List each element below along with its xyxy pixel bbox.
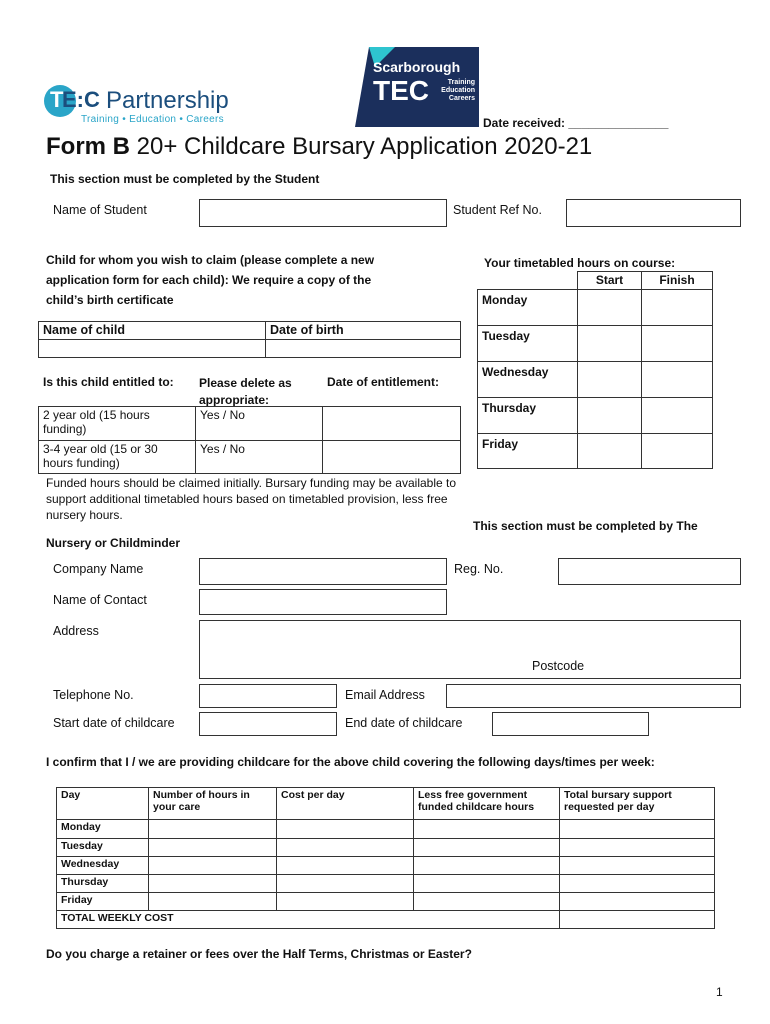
cost-table-row	[57, 820, 715, 839]
entitlement-choice-cell[interactable]: Yes / No	[196, 407, 323, 441]
child-table	[38, 321, 461, 358]
entitlement-row	[39, 407, 461, 441]
child-dob-header: Date of birth	[266, 322, 461, 340]
scarborough-tec-logo	[355, 47, 479, 127]
retainer-question: Do you charge a retainer or fees over the Half Terms, Christmas or Easter?	[46, 947, 472, 961]
timetable-start-cell[interactable]	[578, 326, 642, 362]
cost-less-free-cell[interactable]	[414, 820, 560, 839]
cost-table-row	[57, 839, 715, 857]
child-claim-text	[46, 250, 374, 310]
cost-hours-cell[interactable]	[149, 839, 277, 857]
date-received: Date received: _______________	[483, 116, 669, 130]
address-field[interactable]	[199, 620, 741, 679]
cost-less-free-cell[interactable]	[414, 839, 560, 857]
email-field[interactable]	[446, 684, 741, 708]
cost-less-free-cell[interactable]	[414, 893, 560, 911]
timetable-start-cell[interactable]	[578, 398, 642, 434]
timetable-heading: Your timetabled hours on course:	[484, 256, 676, 270]
delete-label: Please delete as appropriate:	[199, 376, 292, 407]
cost-header-day: Day	[57, 788, 149, 820]
name-of-student-label: Name of Student	[53, 203, 147, 217]
scarborough-word-training: Training	[447, 79, 475, 86]
cost-less-free-cell[interactable]	[414, 875, 560, 893]
cost-header-hours: Number of hours in your care	[149, 788, 277, 820]
end-date-label: End date of childcare	[345, 716, 463, 730]
cost-day: Friday	[57, 893, 149, 911]
page-number: 1	[716, 985, 723, 999]
email-label: Email Address	[345, 688, 425, 702]
student-section-heading: This section must be completed by the Student	[50, 172, 320, 186]
cost-table-row	[57, 875, 715, 893]
total-weekly-cost-cell[interactable]	[560, 911, 715, 929]
entitlement-row	[39, 441, 461, 474]
student-ref-label: Student Ref No.	[453, 203, 542, 217]
timetable-day: Friday	[478, 434, 578, 469]
cost-hours-cell[interactable]	[149, 875, 277, 893]
child-name-cell[interactable]	[39, 340, 266, 358]
scarborough-logo-words	[439, 79, 475, 103]
entitlement-choice-cell[interactable]: Yes / No	[196, 441, 323, 474]
cost-total-cell[interactable]	[560, 839, 715, 857]
company-name-field[interactable]	[199, 558, 447, 585]
cost-per-day-cell[interactable]	[277, 857, 414, 875]
child-text-line-3: child’s birth certificate	[46, 293, 174, 307]
cost-per-day-cell[interactable]	[277, 820, 414, 839]
timetable-row	[478, 362, 713, 398]
scarborough-logo-tec: TEC	[373, 75, 429, 106]
cost-per-day-cell[interactable]	[277, 893, 414, 911]
timetable-row	[478, 434, 713, 469]
cost-hours-cell[interactable]	[149, 857, 277, 875]
cost-per-day-cell[interactable]	[277, 875, 414, 893]
child-text-line-1: Child for whom you wish to claim (please complete a new	[46, 253, 375, 267]
cost-header-cost: Cost per day	[277, 788, 414, 820]
timetable-corner	[478, 272, 578, 290]
tec-logo-letter: T	[50, 87, 64, 112]
date-of-entitlement-label: Date of entitlement:	[327, 375, 440, 389]
timetable-finish-cell[interactable]	[642, 290, 713, 326]
timetable-table	[477, 271, 713, 469]
entitlement-table	[38, 406, 461, 474]
provider-heading-line1: This section must be completed by The	[473, 519, 698, 533]
cost-day: Wednesday	[57, 857, 149, 875]
timetable-day: Tuesday	[478, 326, 578, 362]
timetable-day: Monday	[478, 290, 578, 326]
entitled-label: Is this child entitled to:	[43, 375, 174, 389]
tec-logo-name: Partnership	[106, 87, 229, 114]
address-label: Address	[53, 624, 99, 638]
cost-total-row	[57, 911, 715, 929]
child-text-line-2: application form for each child): We require a copy of the	[46, 273, 372, 287]
timetable-start-cell[interactable]	[578, 362, 642, 398]
cost-table-header-row	[57, 788, 715, 820]
timetable-day: Thursday	[478, 398, 578, 434]
cost-total-cell[interactable]	[560, 893, 715, 911]
company-name-label: Company Name	[53, 562, 144, 576]
cost-less-free-cell[interactable]	[414, 857, 560, 875]
cost-hours-cell[interactable]	[149, 820, 277, 839]
timetable-finish-header: Finish	[642, 272, 713, 290]
timetable-day: Wednesday	[478, 362, 578, 398]
cost-day: Tuesday	[57, 839, 149, 857]
timetable-start-cell[interactable]	[578, 434, 642, 469]
timetable-finish-cell[interactable]	[642, 326, 713, 362]
tec-logo-tagline: Training • Education • Careers	[81, 114, 224, 125]
timetable-row	[478, 398, 713, 434]
entitlement-date-cell[interactable]	[323, 441, 461, 474]
title-bold: Form B	[46, 133, 130, 160]
name-of-student-field[interactable]	[199, 199, 447, 227]
timetable-row	[478, 326, 713, 362]
reg-no-field[interactable]	[558, 558, 741, 585]
timetable-finish-cell[interactable]	[642, 398, 713, 434]
cost-per-day-cell[interactable]	[277, 839, 414, 857]
telephone-label: Telephone No.	[53, 688, 134, 702]
contact-name-field[interactable]	[199, 589, 447, 615]
telephone-field[interactable]	[199, 684, 337, 708]
scarborough-logo-top: Scarborough	[373, 59, 461, 75]
confirm-text: I confirm that I / we are providing childcare for the above child covering the following days/times per week:	[46, 755, 655, 769]
child-dob-cell[interactable]	[266, 340, 461, 358]
cost-hours-cell[interactable]	[149, 893, 277, 911]
start-date-label: Start date of childcare	[53, 716, 175, 730]
cost-table	[56, 787, 715, 929]
postcode-label: Postcode	[532, 659, 585, 673]
tec-logo-colon: E:C	[62, 87, 100, 112]
timetable-start-header: Start	[578, 272, 642, 290]
tec-partnership-logo	[44, 83, 244, 128]
cost-header-total: Total bursary support requested per day	[560, 788, 715, 820]
entitlement-label-cell: 2 year old (15 hours funding)	[39, 407, 196, 441]
timetable-finish-cell[interactable]	[642, 362, 713, 398]
title-rest: 20+ Childcare Bursary Application 2020-21	[130, 133, 593, 160]
reg-no-label: Reg. No.	[454, 562, 504, 576]
cost-total-cell[interactable]	[560, 820, 715, 839]
cost-table-row	[57, 893, 715, 911]
end-date-field[interactable]	[492, 712, 649, 736]
entitlement-date-cell[interactable]	[323, 407, 461, 441]
cost-table-row	[57, 857, 715, 875]
timetable-start-cell[interactable]	[578, 290, 642, 326]
student-ref-field[interactable]	[566, 199, 741, 227]
cost-total-cell[interactable]	[560, 857, 715, 875]
start-date-field[interactable]	[199, 712, 337, 736]
timetable-finish-cell[interactable]	[642, 434, 713, 469]
cost-total-cell[interactable]	[560, 875, 715, 893]
entitlement-label-cell: 3-4 year old (15 or 30 hours funding)	[39, 441, 196, 474]
scarborough-word-education: Education	[441, 87, 475, 94]
provider-heading-line2: Nursery or Childminder	[46, 536, 181, 550]
cost-day: Monday	[57, 820, 149, 839]
timetable-row	[478, 290, 713, 326]
child-name-header: Name of child	[39, 322, 266, 340]
page-title	[46, 133, 592, 161]
total-weekly-cost-label: TOTAL WEEKLY COST	[57, 911, 560, 929]
cost-header-less-free: Less free government funded childcare hours	[414, 788, 560, 820]
scarborough-word-careers: Careers	[448, 95, 475, 102]
contact-name-label: Name of Contact	[53, 593, 147, 607]
cost-day: Thursday	[57, 875, 149, 893]
funded-hours-note: Funded hours should be claimed initially. Bursary funding may be available to support additional timetabled hours based on timetabled provision, less free nursery hours.	[46, 476, 457, 522]
